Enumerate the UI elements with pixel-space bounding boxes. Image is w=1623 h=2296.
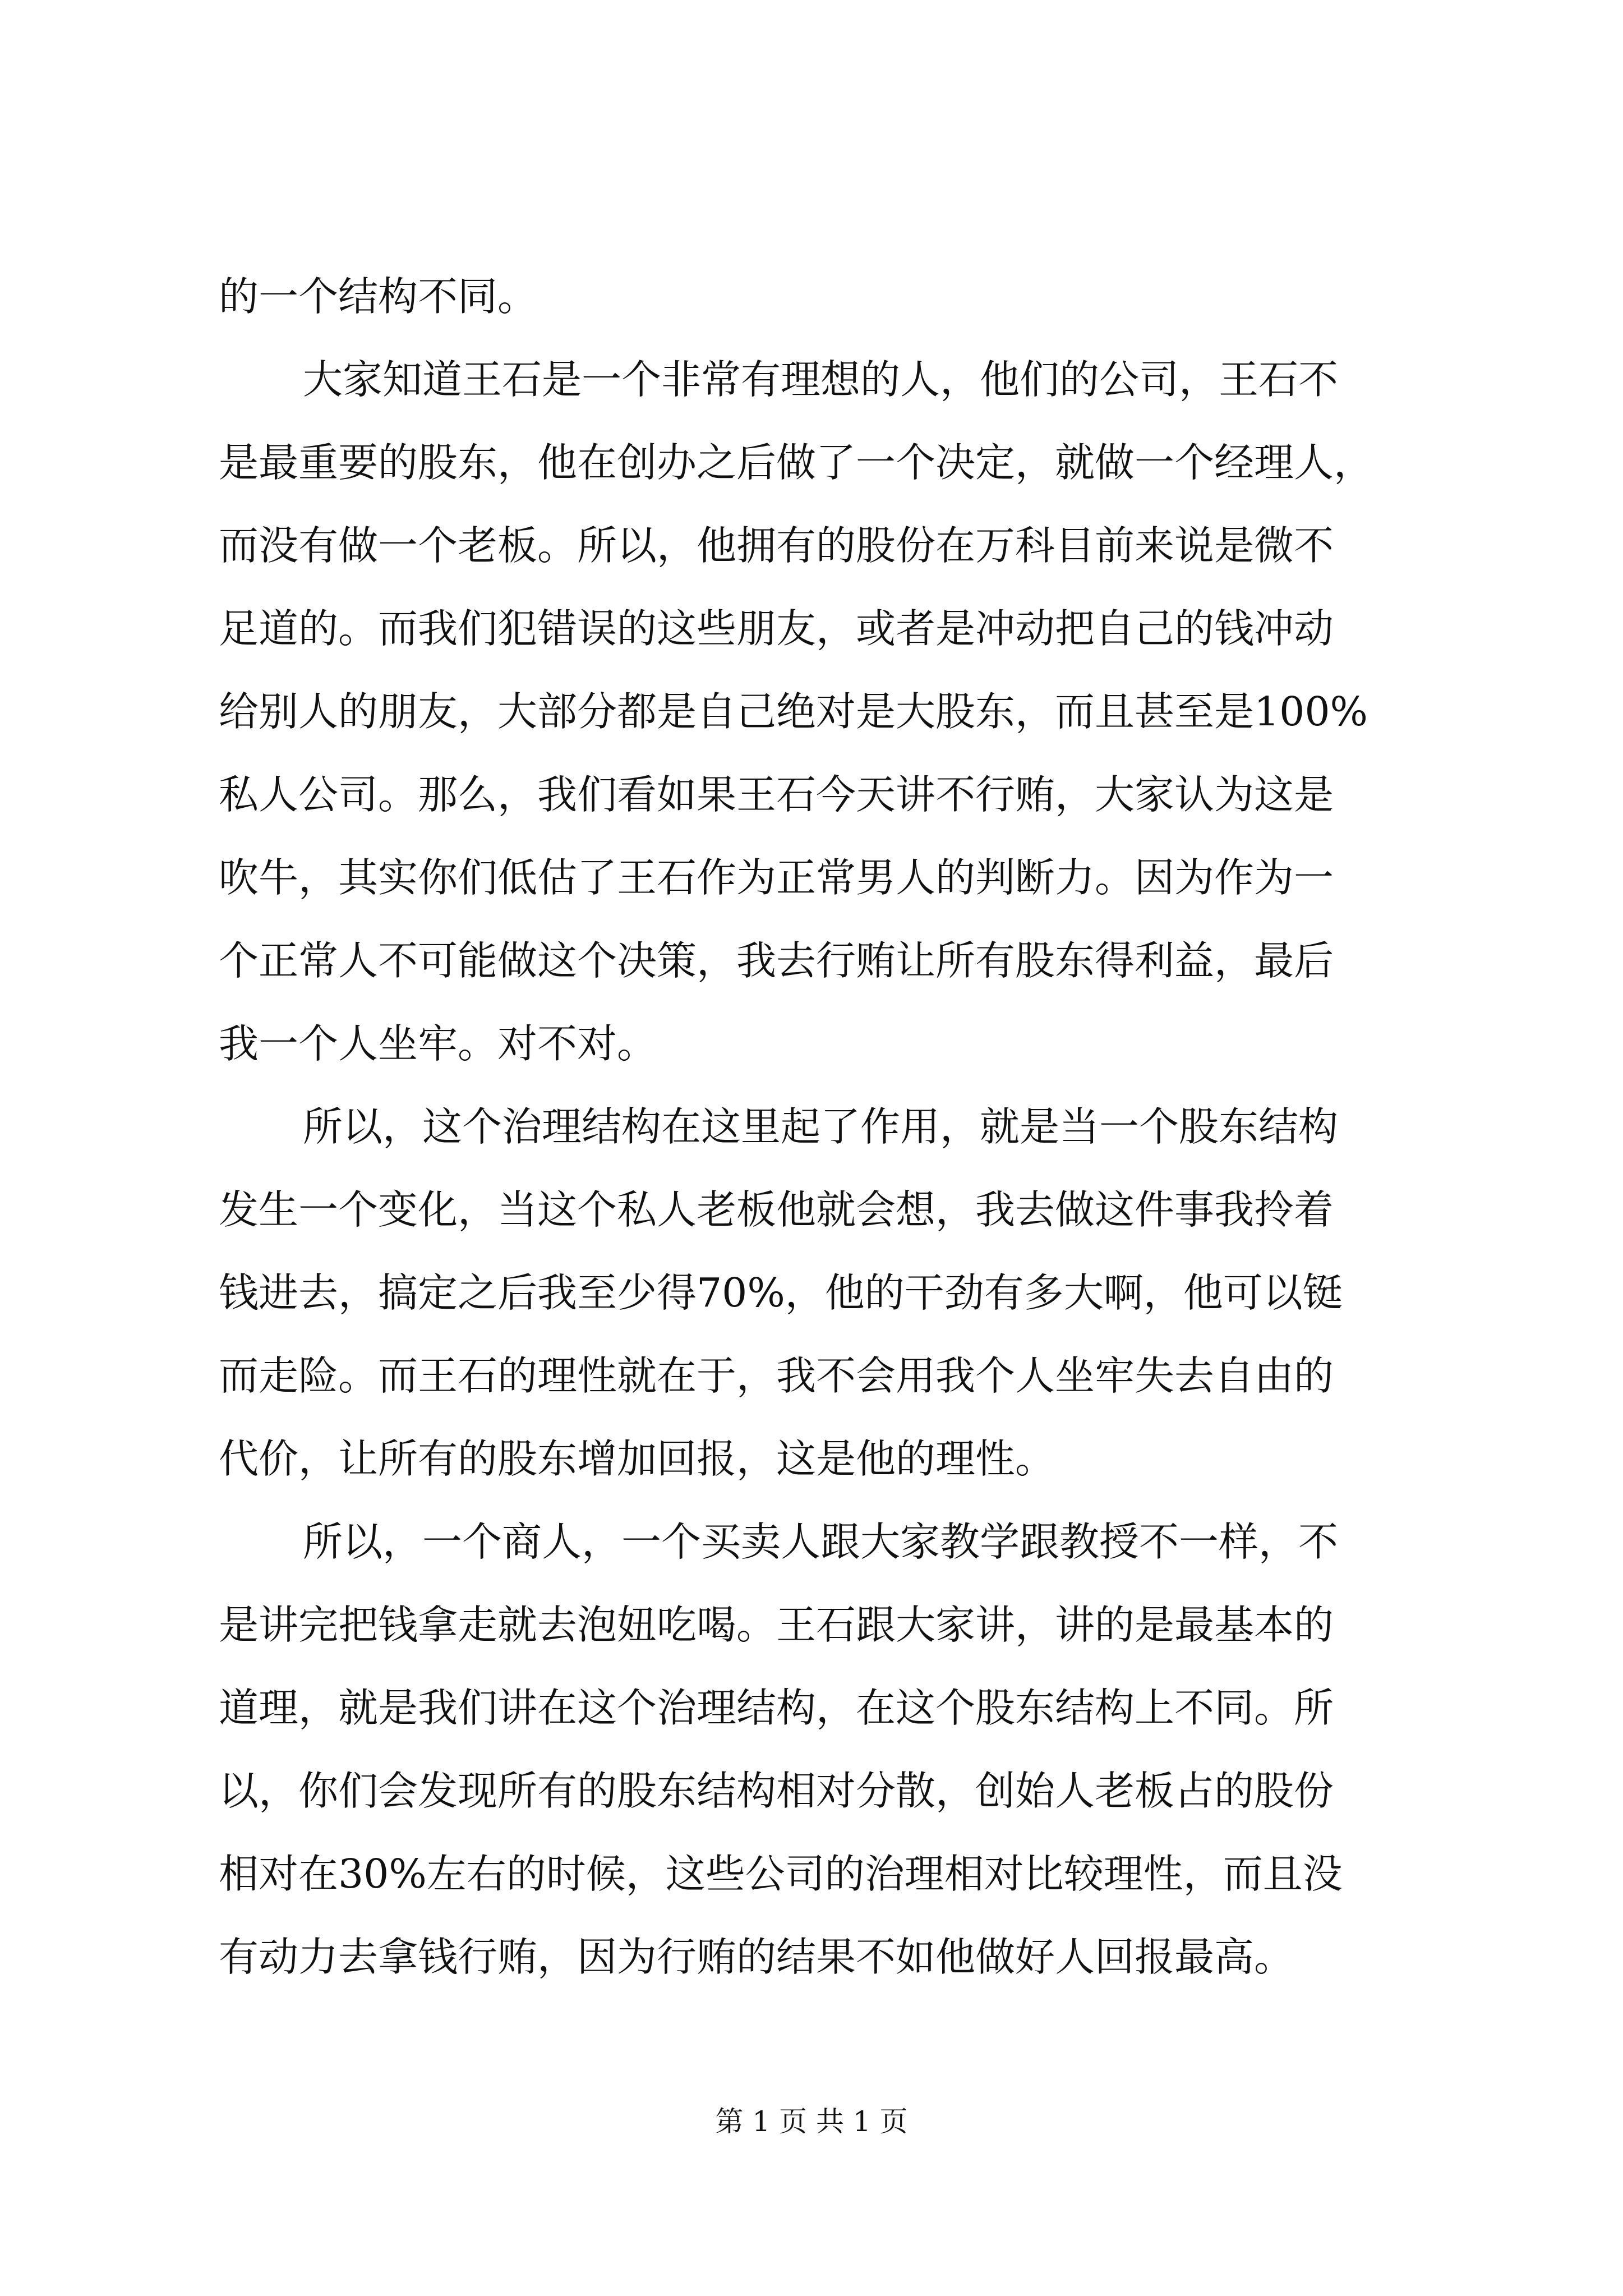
text-line: 而没有做一个老板。所以，他拥有的股份在万科目前来说是微不 — [219, 522, 1334, 569]
text-line: 代价，让所有的股东增加回报，这是他的理性。 — [219, 1435, 1055, 1482]
text-line: 有动力去拿钱行贿，因为行贿的结果不如他做好人回报最高。 — [219, 1934, 1294, 1980]
page-number-label: 第 1 页 共 1 页 — [715, 2105, 908, 2138]
text-line: 以，你们会发现所有的股东结构相对分散，创始人老板占的股份 — [219, 1768, 1334, 1814]
text-line: 发生一个变化，当这个私人老板他就会想，我去做这件事我拎着 — [219, 1186, 1334, 1233]
text-line: 我一个人坐牢。对不对。 — [219, 1020, 657, 1067]
document-body — [219, 255, 1424, 1999]
text-line: 的一个结构不同。 — [219, 273, 538, 320]
text-line: 大家知道王石是一个非常有理想的人，他们的公司，王石不 — [303, 356, 1339, 403]
text-line: 所以，这个治理结构在这里起了作用，就是当一个股东结构 — [303, 1103, 1339, 1150]
text-line: 吹牛，其实你们低估了王石作为正常男人的判断力。因为作为一 — [219, 854, 1334, 901]
text-line: 而走险。而王石的理性就在于，我不会用我个人坐牢失去自由的 — [219, 1352, 1334, 1399]
text-line: 给别人的朋友，大部分都是自己绝对是大股东，而且甚至是100% — [219, 688, 1368, 735]
text-line: 私人公司。那么，我们看如果王石今天讲不行贿，大家认为这是 — [219, 771, 1334, 818]
text-line: 钱进去，搞定之后我至少得70%，他的干劲有多大啊，他可以铤 — [219, 1269, 1343, 1316]
text-line: 所以，一个商人，一个买卖人跟大家教学跟教授不一样，不 — [303, 1519, 1339, 1565]
text-line: 是最重要的股东，他在创办之后做了一个决定，就做一个经理人， — [219, 439, 1374, 486]
text-line: 足道的。而我们犯错误的这些朋友，或者是冲动把自己的钱冲动 — [219, 605, 1334, 652]
text-line: 相对在30%左右的时候，这些公司的治理相对比较理性，而且没 — [219, 1851, 1343, 1897]
text-line: 道理，就是我们讲在这个治理结构，在这个股东结构上不同。所 — [219, 1685, 1334, 1731]
page-footer — [0, 2105, 1623, 2138]
text-line: 个正常人不可能做这个决策，我去行贿让所有股东得利益，最后 — [219, 937, 1334, 984]
text-line: 是讲完把钱拿走就去泡妞吃喝。王石跟大家讲，讲的是最基本的 — [219, 1602, 1334, 1648]
